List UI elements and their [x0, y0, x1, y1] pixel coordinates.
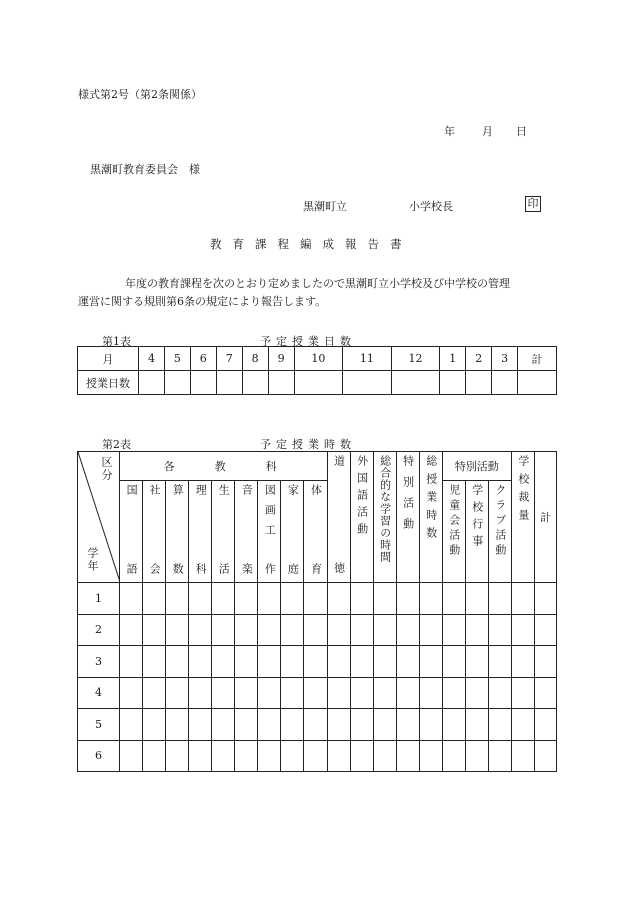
- table1-caption: 第1表: [102, 335, 131, 348]
- hours-input-cell[interactable]: [511, 740, 534, 772]
- table2-title: 予定授業時数: [260, 438, 356, 451]
- hours-input-cell[interactable]: [442, 583, 465, 615]
- days-input-cell[interactable]: [268, 371, 294, 395]
- special-sub-student-council: [442, 481, 465, 583]
- days-total-cell[interactable]: [518, 371, 557, 395]
- hours-input-cell[interactable]: [534, 709, 556, 741]
- subject-top: 理: [194, 483, 208, 501]
- days-input-cell[interactable]: [440, 371, 466, 395]
- hours-input-cell[interactable]: [419, 740, 442, 772]
- hours-input-cell[interactable]: [373, 740, 396, 772]
- hours-input-cell[interactable]: [189, 677, 212, 709]
- addressee: 黒潮町教育委員会 様: [90, 163, 200, 176]
- grade-label: 4: [78, 677, 120, 709]
- grade-label: 2: [78, 614, 120, 646]
- days-input-cell[interactable]: [466, 371, 492, 395]
- hours-input-cell[interactable]: [511, 583, 534, 615]
- hours-input-cell[interactable]: [166, 583, 189, 615]
- hours-input-cell[interactable]: [304, 646, 327, 678]
- hours-input-cell[interactable]: [534, 583, 556, 615]
- days-input-cell[interactable]: [343, 371, 392, 395]
- subject-arithmetic: [166, 481, 189, 583]
- days-input-cell[interactable]: [164, 371, 190, 395]
- corner-header-cell: [78, 452, 120, 583]
- days-input-cell[interactable]: [139, 371, 165, 395]
- grade-row: [78, 677, 557, 709]
- grade-label: 1: [78, 583, 120, 615]
- hours-input-cell[interactable]: [396, 646, 419, 678]
- hours-input-cell[interactable]: [120, 646, 143, 678]
- corner-top-label: 区分: [100, 456, 113, 482]
- month-cell: 8: [242, 347, 268, 371]
- hours-input-cell[interactable]: [258, 583, 281, 615]
- hours-input-cell[interactable]: [442, 740, 465, 772]
- hours-input-cell[interactable]: [304, 709, 327, 741]
- integrated-study-label: 総合的な学習の時間: [378, 455, 392, 563]
- integrated-study-header: [373, 452, 396, 583]
- foreign-language-header: [350, 452, 373, 583]
- month-cell: 5: [164, 347, 190, 371]
- moral-header: [327, 452, 350, 583]
- hours-input-cell[interactable]: [166, 709, 189, 741]
- special-header: [396, 452, 419, 583]
- hours-input-cell[interactable]: [511, 709, 534, 741]
- moral-top: 道: [332, 455, 346, 472]
- hours-input-cell[interactable]: [327, 740, 350, 772]
- subject-national-language: [120, 481, 143, 583]
- hours-input-cell[interactable]: [396, 614, 419, 646]
- hours-input-cell[interactable]: [465, 614, 488, 646]
- hours-input-cell[interactable]: [189, 614, 212, 646]
- subject-top: 図画工: [263, 483, 277, 544]
- subject-top: 社: [148, 483, 162, 501]
- subject-home-economics: [281, 481, 304, 583]
- table1-data-row: [78, 371, 557, 395]
- hours-input-cell[interactable]: [281, 646, 304, 678]
- hours-input-cell[interactable]: [143, 614, 166, 646]
- hours-input-cell[interactable]: [534, 646, 556, 678]
- hours-input-cell[interactable]: [350, 583, 373, 615]
- subject-top: 音: [240, 483, 254, 501]
- hours-input-cell[interactable]: [212, 740, 235, 772]
- month-cell: 11: [343, 347, 392, 371]
- special-sub-label: 児童会活動: [447, 483, 461, 559]
- hours-input-cell[interactable]: [350, 614, 373, 646]
- hours-input-cell[interactable]: [235, 583, 258, 615]
- hours-input-cell[interactable]: [373, 583, 396, 615]
- hours-input-cell[interactable]: [350, 646, 373, 678]
- subject-top: 体: [309, 483, 323, 501]
- days-input-cell[interactable]: [294, 371, 343, 395]
- hours-input-cell[interactable]: [189, 709, 212, 741]
- hours-input-cell[interactable]: [396, 677, 419, 709]
- total-hours-header: [419, 452, 442, 583]
- month-cell: 7: [216, 347, 242, 371]
- hours-input-cell[interactable]: [373, 614, 396, 646]
- subject-top: 算: [171, 483, 185, 501]
- hours-input-cell[interactable]: [350, 677, 373, 709]
- hours-input-cell[interactable]: [235, 740, 258, 772]
- hours-input-cell[interactable]: [143, 646, 166, 678]
- hours-input-cell[interactable]: [396, 583, 419, 615]
- hours-input-cell[interactable]: [235, 614, 258, 646]
- hours-input-cell[interactable]: [281, 709, 304, 741]
- hours-input-cell[interactable]: [189, 740, 212, 772]
- grand-total-header: 計: [534, 452, 556, 583]
- body-text-line1: 年度の教育課程を次のとおり定めましたので黒潮町立小学校及び中学校の管理: [125, 277, 510, 290]
- hours-input-cell[interactable]: [235, 646, 258, 678]
- hours-input-cell[interactable]: [511, 646, 534, 678]
- hours-input-cell[interactable]: [534, 740, 556, 772]
- subject-top: 生: [217, 483, 231, 501]
- subject-bottom: 作: [263, 562, 277, 580]
- table2-caption: 第2表: [102, 438, 131, 451]
- total-hours-label: 総授業時数: [424, 455, 438, 545]
- hours-input-cell[interactable]: [327, 709, 350, 741]
- hours-input-cell[interactable]: [120, 614, 143, 646]
- subject-bottom: 数: [171, 562, 185, 580]
- hours-input-cell[interactable]: [373, 646, 396, 678]
- hours-input-cell[interactable]: [281, 740, 304, 772]
- hours-input-cell[interactable]: [350, 740, 373, 772]
- hours-input-cell[interactable]: [442, 614, 465, 646]
- grade-row: [78, 583, 557, 615]
- days-input-cell[interactable]: [242, 371, 268, 395]
- subject-bottom: 活: [217, 562, 231, 580]
- subject-arts-crafts: [258, 481, 281, 583]
- hours-input-cell[interactable]: [166, 740, 189, 772]
- month-header: 月: [78, 347, 139, 371]
- school-days-table: [77, 346, 557, 395]
- hours-input-cell[interactable]: [258, 740, 281, 772]
- table1-header-row: [78, 347, 557, 371]
- hours-input-cell[interactable]: [488, 646, 511, 678]
- hours-input-cell[interactable]: [304, 740, 327, 772]
- hours-input-cell[interactable]: [419, 614, 442, 646]
- foreign-language-label: 外国語活動: [355, 455, 369, 540]
- hours-input-cell[interactable]: [488, 740, 511, 772]
- date-month: 月: [482, 125, 493, 138]
- grade-label: 6: [78, 740, 120, 772]
- month-cell: 4: [139, 347, 165, 371]
- hours-input-cell[interactable]: [189, 646, 212, 678]
- hours-input-cell[interactable]: [488, 614, 511, 646]
- hours-input-cell[interactable]: [488, 583, 511, 615]
- hours-input-cell[interactable]: [396, 709, 419, 741]
- hours-input-cell[interactable]: [304, 677, 327, 709]
- hours-input-cell[interactable]: [304, 583, 327, 615]
- hours-input-cell[interactable]: [465, 583, 488, 615]
- special-activities-group-header: 特別活動: [442, 452, 511, 481]
- hours-input-cell[interactable]: [258, 709, 281, 741]
- grade-row: [78, 614, 557, 646]
- subject-music: [235, 481, 258, 583]
- hours-input-cell[interactable]: [212, 646, 235, 678]
- hours-input-cell[interactable]: [281, 677, 304, 709]
- hours-input-cell[interactable]: [419, 709, 442, 741]
- hours-input-cell[interactable]: [281, 614, 304, 646]
- hours-input-cell[interactable]: [166, 614, 189, 646]
- sender-town: 黒潮町立: [303, 200, 347, 213]
- hours-input-cell[interactable]: [442, 646, 465, 678]
- subject-top: 国: [125, 483, 139, 501]
- special-sub-label: 学校行事: [470, 483, 484, 552]
- hours-input-cell[interactable]: [304, 614, 327, 646]
- hours-input-cell[interactable]: [212, 583, 235, 615]
- hours-input-cell[interactable]: [396, 740, 419, 772]
- hours-input-cell[interactable]: [143, 583, 166, 615]
- month-cell: 10: [294, 347, 343, 371]
- hours-input-cell[interactable]: [465, 740, 488, 772]
- hours-input-cell[interactable]: [534, 614, 556, 646]
- subject-top: 家: [286, 483, 300, 501]
- subject-science: [189, 481, 212, 583]
- hours-input-cell[interactable]: [166, 646, 189, 678]
- hours-input-cell[interactable]: [465, 646, 488, 678]
- hours-input-cell[interactable]: [373, 709, 396, 741]
- hours-input-cell[interactable]: [189, 583, 212, 615]
- hours-input-cell[interactable]: [327, 646, 350, 678]
- subject-life-environment: [212, 481, 235, 583]
- days-input-cell[interactable]: [190, 371, 216, 395]
- hours-input-cell[interactable]: [442, 709, 465, 741]
- hours-input-cell[interactable]: [120, 677, 143, 709]
- days-input-cell[interactable]: [216, 371, 242, 395]
- table1-title: 予定授業日数: [260, 335, 356, 348]
- grade-label: 5: [78, 709, 120, 741]
- hours-input-cell[interactable]: [534, 677, 556, 709]
- grade-label: 3: [78, 646, 120, 678]
- subject-bottom: 楽: [240, 562, 254, 580]
- grade-row: [78, 709, 557, 741]
- form-number: 様式第2号（第2条関係）: [78, 88, 202, 101]
- special-sub-club-activities: [488, 481, 511, 583]
- hours-input-cell[interactable]: [120, 740, 143, 772]
- document-title: 教育課程編成報告書: [210, 237, 413, 251]
- grade-row: [78, 740, 557, 772]
- hours-input-cell[interactable]: [212, 709, 235, 741]
- subject-social-studies: [143, 481, 166, 583]
- school-days-label: 授業日数: [78, 371, 139, 395]
- subjects-group-header: 各 教 科: [120, 452, 327, 481]
- seal-mark: 印: [525, 196, 541, 212]
- hours-input-cell[interactable]: [258, 614, 281, 646]
- hours-input-cell[interactable]: [235, 677, 258, 709]
- date-year: 年: [444, 125, 455, 138]
- hours-input-cell[interactable]: [419, 646, 442, 678]
- days-input-cell[interactable]: [391, 371, 440, 395]
- hours-input-cell[interactable]: [465, 677, 488, 709]
- hours-input-cell[interactable]: [419, 583, 442, 615]
- corner-bottom-label: 学年: [86, 547, 99, 573]
- hours-input-cell[interactable]: [327, 614, 350, 646]
- total-header: 計: [518, 347, 557, 371]
- date-day: 日: [516, 125, 527, 138]
- hours-input-cell[interactable]: [143, 677, 166, 709]
- hours-input-cell[interactable]: [419, 677, 442, 709]
- hours-input-cell[interactable]: [327, 677, 350, 709]
- month-cell: 1: [440, 347, 466, 371]
- subject-bottom: 庭: [286, 562, 300, 580]
- subject-bottom: 科: [194, 562, 208, 580]
- subject-bottom: 会: [148, 562, 162, 580]
- hours-input-cell[interactable]: [327, 583, 350, 615]
- hours-input-cell[interactable]: [258, 677, 281, 709]
- hours-input-cell[interactable]: [235, 709, 258, 741]
- hours-input-cell[interactable]: [143, 740, 166, 772]
- special-label: 特別活動: [401, 455, 415, 539]
- month-cell: 6: [190, 347, 216, 371]
- month-cell: 3: [492, 347, 518, 371]
- grade-row: [78, 646, 557, 678]
- special-sub-label: クラブ活動: [493, 483, 507, 559]
- hours-input-cell[interactable]: [442, 677, 465, 709]
- hours-input-cell[interactable]: [166, 677, 189, 709]
- special-sub-school-events: [465, 481, 488, 583]
- class-hours-table: [77, 451, 557, 772]
- hours-input-cell[interactable]: [511, 614, 534, 646]
- school-discretion-header: [511, 452, 534, 583]
- moral-bottom: 徳: [332, 562, 346, 579]
- hours-input-cell[interactable]: [143, 709, 166, 741]
- hours-input-cell[interactable]: [488, 709, 511, 741]
- month-cell: 9: [268, 347, 294, 371]
- hours-input-cell[interactable]: [281, 583, 304, 615]
- hours-input-cell[interactable]: [488, 677, 511, 709]
- hours-input-cell[interactable]: [350, 709, 373, 741]
- month-cell: 12: [391, 347, 440, 371]
- subject-physical-education: [304, 481, 327, 583]
- hours-input-cell[interactable]: [511, 677, 534, 709]
- hours-input-cell[interactable]: [120, 709, 143, 741]
- subject-bottom: 語: [125, 562, 139, 580]
- hours-input-cell[interactable]: [212, 677, 235, 709]
- body-text-line2: 運営に関する規則第6条の規定により報告します。: [78, 295, 327, 308]
- hours-input-cell[interactable]: [120, 583, 143, 615]
- school-discretion-label: 学校裁量: [516, 455, 530, 527]
- hours-input-cell[interactable]: [465, 709, 488, 741]
- hours-input-cell[interactable]: [373, 677, 396, 709]
- days-input-cell[interactable]: [492, 371, 518, 395]
- sender-title: 小学校長: [409, 200, 453, 213]
- hours-input-cell[interactable]: [212, 614, 235, 646]
- month-cell: 2: [466, 347, 492, 371]
- subject-bottom: 育: [309, 562, 323, 580]
- hours-input-cell[interactable]: [258, 646, 281, 678]
